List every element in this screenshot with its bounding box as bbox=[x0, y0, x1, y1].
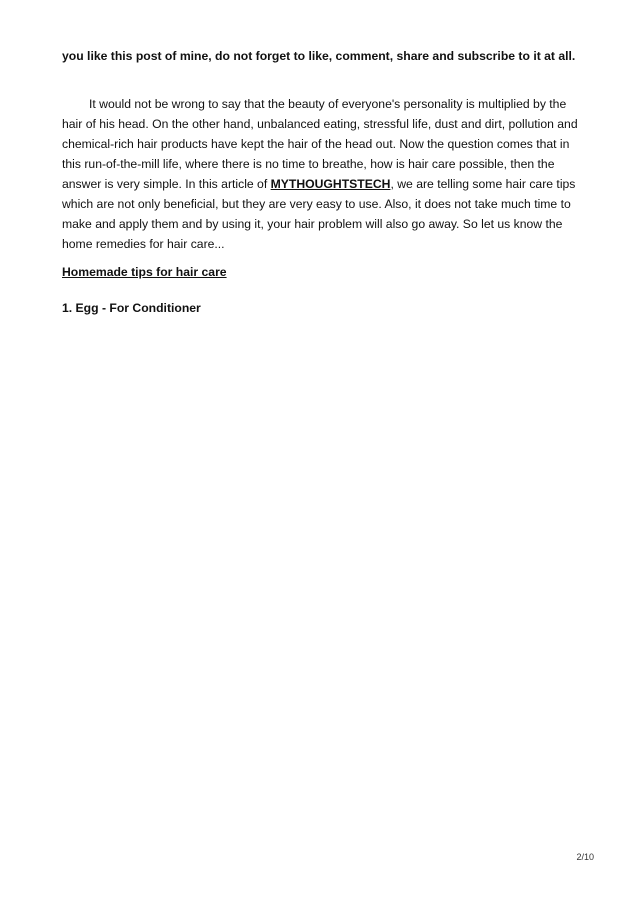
body-paragraph bbox=[62, 94, 582, 254]
paragraph-text-part1: It would not be wrong to say that the beauty of everyone's personality is multiplied by the hair of his head. On the other hand, unbalanced eating, stressful life, dust and dirt, pollution and chemical-rich hair products have kept the hair of the head out. Now the question comes that in this run-of-the-mill life, where there is no time to breathe, how is hair care possible, then the answer is very simple. In this article of bbox=[62, 97, 578, 191]
mythoughtstech-link[interactable]: MYTHOUGHTSTECH bbox=[270, 177, 391, 191]
egg-conditioner-subheading: 1. Egg - For Conditioner bbox=[62, 301, 201, 315]
paragraph-text-part2: , we are telling some hair care tips which are not only beneficial, but they are very easy to use. Also, it does not take much time to make and apply them and by using it, your hair problem will also go away. So let us know the home remedies for hair care... bbox=[62, 177, 576, 251]
intro-text: you like this post of mine, do not forget to like, comment, share and subscribe to it at all. bbox=[62, 49, 576, 63]
page-number: 2/10 bbox=[576, 852, 594, 862]
document-page bbox=[62, 46, 582, 318]
homemade-tips-heading-link[interactable]: Homemade tips for hair care bbox=[62, 265, 227, 279]
